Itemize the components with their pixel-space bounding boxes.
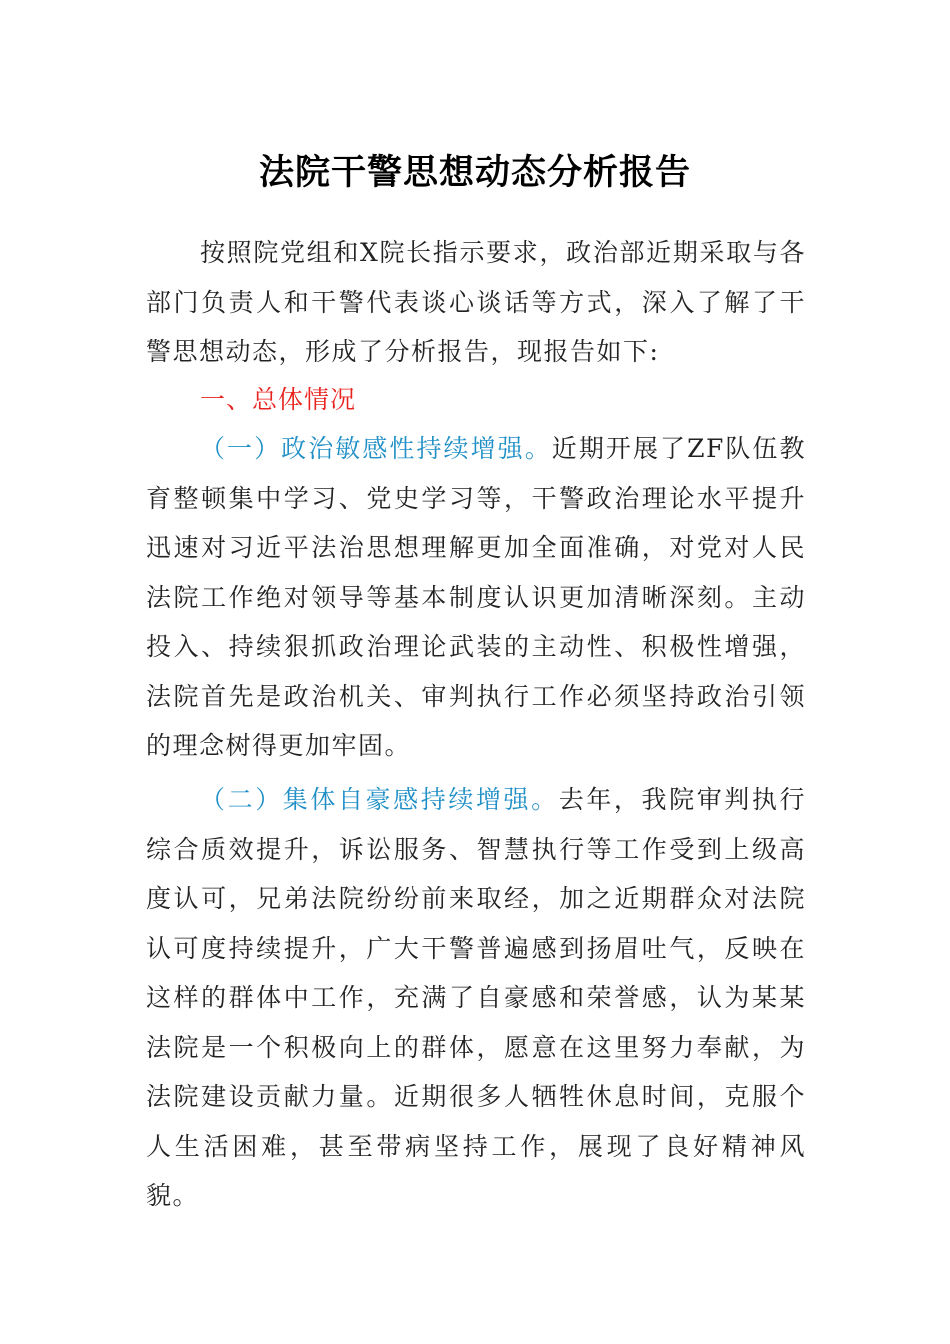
paragraph-collective-pride xyxy=(146,775,806,1221)
section-heading-overall: 一、总体情况 xyxy=(200,385,357,414)
intro-paragraph: 按照院党组和X院长指示要求，政治部近期采取与各部门负责人和干警代表谈心谈话等方式，深入了解了干警思想动态，形成了分析报告，现报告如下: xyxy=(146,238,806,366)
subheading-collective-pride: （二）集体自豪感持续增强。 xyxy=(200,785,559,814)
paragraph-political-sensitivity-text: 近期开展了ZF队伍教育整顿集中学习、党史学习等，干警政治理论水平提升迅速对习近平法治思想理解更加全面准确，对党对人民法院工作绝对领导等基本制度认识更加清晰深刻。主动投入、持续狠抓政治理论武装的主动性、积极性增强，法院首先是政治机关、审判执行工作必须坚持政治引领的理念树得更加牢固。 xyxy=(146,434,806,760)
paragraph-political-sensitivity xyxy=(146,424,806,771)
document-title: 法院干警思想动态分析报告 xyxy=(258,152,691,193)
paragraph-collective-pride-text: 去年，我院审判执行综合质效提升，诉讼服务、智慧执行等工作受到上级高度认可，兄弟法院纷纷前来取经，加之近期群众对法院认可度持续提升，广大干警普遍感到扬眉吐气，反映在这样的群体中工作，充满了自豪感和荣誉感，认为某某法院是一个积极向上的群体，愿意在这里努力奉献，为法院建设贡献力量。近期很多人牺牲休息时间，克服个人生活困难，甚至带病坚持工作，展现了良好精神风貌。 xyxy=(146,785,806,1210)
subheading-political-sensitivity: （一）政治敏感性持续增强。 xyxy=(200,434,552,463)
